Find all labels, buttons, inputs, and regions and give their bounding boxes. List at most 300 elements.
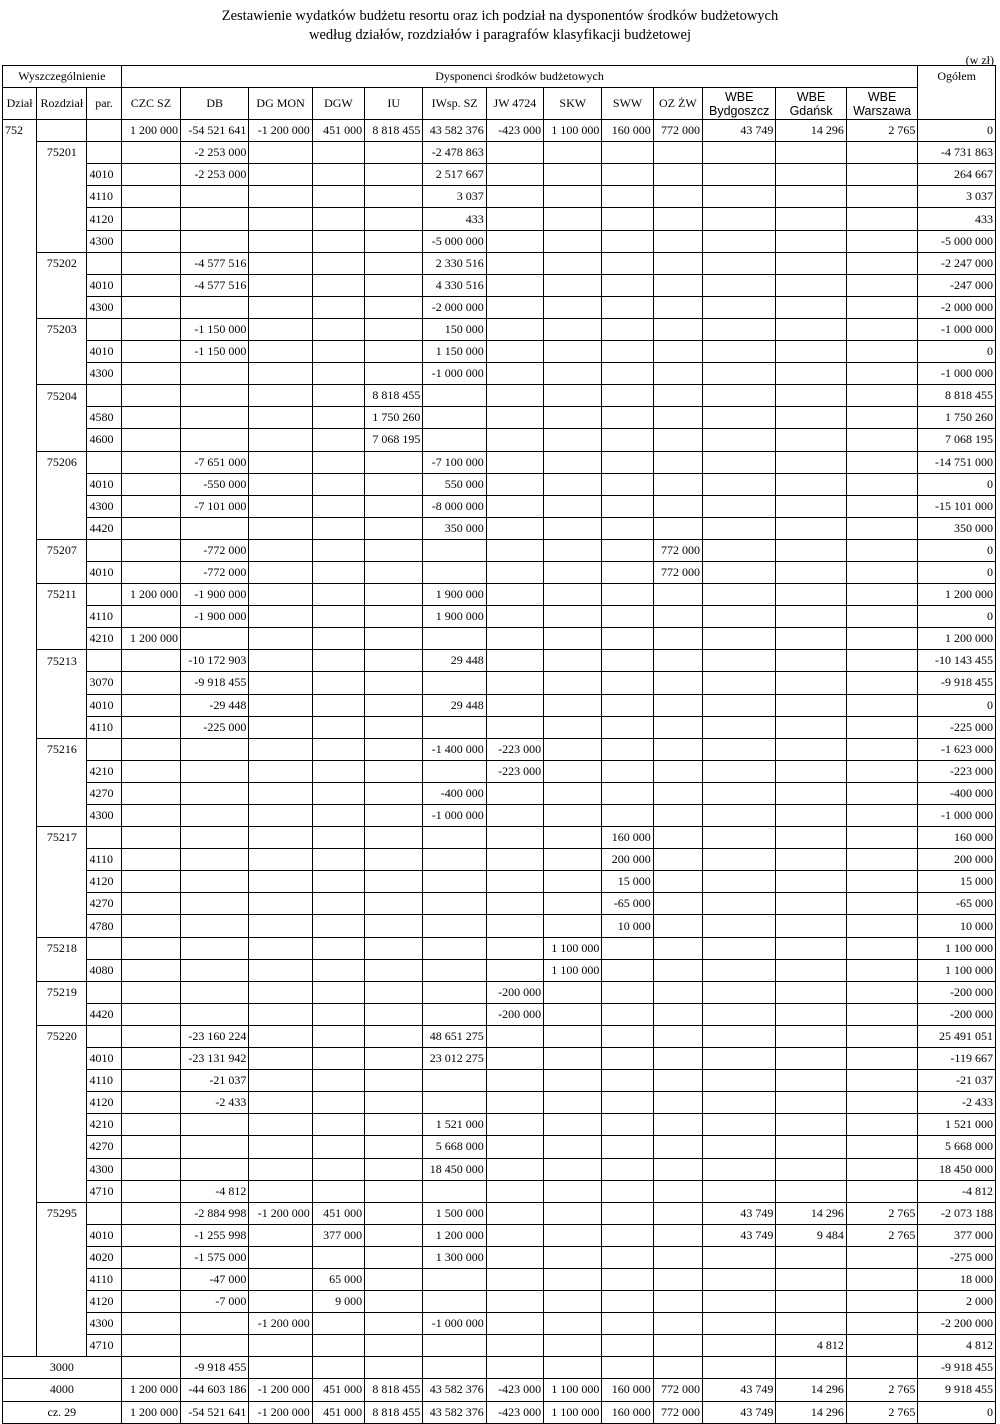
dzial-cell <box>3 1291 37 1313</box>
value-cell <box>249 606 312 628</box>
value-cell <box>653 341 702 363</box>
total-cell: -119 667 <box>918 1048 996 1070</box>
total-cell: 200 000 <box>918 849 996 871</box>
value-cell <box>121 1224 180 1246</box>
value-cell <box>423 1092 486 1114</box>
total-cell: -200 000 <box>918 1003 996 1025</box>
value-cell <box>602 539 653 561</box>
value-cell <box>249 473 312 495</box>
value-cell <box>249 1158 312 1180</box>
value-cell <box>365 1114 423 1136</box>
value-cell <box>846 517 918 539</box>
value-cell <box>312 1313 364 1335</box>
table-row <box>3 1224 996 1246</box>
dzial-cell <box>3 650 37 672</box>
value-cell <box>846 252 918 274</box>
rozdzial-cell: 75213 <box>37 650 87 672</box>
value-cell <box>249 827 312 849</box>
par-cell: 4010 <box>87 1048 121 1070</box>
value-cell <box>365 1158 423 1180</box>
dzial-cell <box>3 738 37 760</box>
value-cell <box>312 849 364 871</box>
total-cell: 0 <box>918 473 996 495</box>
value-cell <box>653 1003 702 1025</box>
value-cell <box>121 208 180 230</box>
dzial-cell <box>3 252 37 274</box>
value-cell <box>365 1291 423 1313</box>
value-cell <box>703 164 776 186</box>
value-cell <box>312 1136 364 1158</box>
value-cell: 2 330 516 <box>423 252 486 274</box>
dzial-cell <box>3 230 37 252</box>
par-cell <box>87 827 121 849</box>
par-cell <box>87 650 121 672</box>
value-cell <box>653 186 702 208</box>
value-cell <box>312 407 364 429</box>
rozdzial-cell <box>37 694 87 716</box>
value-cell <box>776 208 846 230</box>
value-cell <box>544 584 602 606</box>
value-cell <box>423 561 486 583</box>
value-cell <box>249 1180 312 1202</box>
value-cell <box>181 937 249 959</box>
value-cell <box>776 1003 846 1025</box>
value-cell <box>365 208 423 230</box>
value-cell <box>121 915 180 937</box>
value-cell <box>249 937 312 959</box>
value-cell <box>544 561 602 583</box>
value-cell <box>653 849 702 871</box>
value-cell <box>365 760 423 782</box>
value-cell: 1 200 000 <box>121 584 180 606</box>
value-cell <box>365 782 423 804</box>
value-cell <box>249 1246 312 1268</box>
value-cell <box>846 893 918 915</box>
table-row <box>3 959 996 981</box>
value-cell <box>423 1003 486 1025</box>
total-cell: -15 101 000 <box>918 495 996 517</box>
value-cell <box>365 142 423 164</box>
value-cell <box>544 1268 602 1290</box>
summary-value-cell: 8 818 455 <box>365 1379 423 1401</box>
value-cell <box>121 164 180 186</box>
value-cell <box>653 893 702 915</box>
value-cell <box>486 385 543 407</box>
value-cell <box>423 1291 486 1313</box>
value-cell <box>249 142 312 164</box>
par-cell: 4110 <box>87 1070 121 1092</box>
value-cell <box>121 827 180 849</box>
value-cell <box>653 1092 702 1114</box>
value-cell <box>365 517 423 539</box>
value-cell <box>121 186 180 208</box>
value-cell: 1 200 000 <box>121 120 180 142</box>
dzial-cell <box>3 1003 37 1025</box>
value-cell <box>602 981 653 1003</box>
value-cell <box>776 915 846 937</box>
value-cell <box>703 539 776 561</box>
value-cell <box>544 760 602 782</box>
value-cell <box>703 849 776 871</box>
value-cell <box>602 208 653 230</box>
value-cell <box>602 1313 653 1335</box>
value-cell <box>249 981 312 1003</box>
par-cell <box>87 738 121 760</box>
rozdzial-cell <box>37 1003 87 1025</box>
value-cell <box>249 1025 312 1047</box>
value-cell <box>181 871 249 893</box>
value-cell <box>602 782 653 804</box>
total-cell: 0 <box>918 120 996 142</box>
value-cell <box>776 981 846 1003</box>
value-cell <box>121 1136 180 1158</box>
value-cell: -1 575 000 <box>181 1246 249 1268</box>
par-cell <box>87 1025 121 1047</box>
rozdzial-cell <box>37 672 87 694</box>
total-cell: 0 <box>918 606 996 628</box>
value-cell: 15 000 <box>602 871 653 893</box>
value-cell <box>602 1070 653 1092</box>
value-cell <box>703 429 776 451</box>
value-cell <box>653 142 702 164</box>
value-cell: 1 521 000 <box>423 1114 486 1136</box>
value-cell: -1 150 000 <box>181 341 249 363</box>
value-cell: 1 200 000 <box>121 628 180 650</box>
value-cell <box>653 628 702 650</box>
summary-value-cell: 2 765 <box>846 1379 918 1401</box>
summary-value-cell: -9 918 455 <box>181 1357 249 1379</box>
rozdzial-cell: 75211 <box>37 584 87 606</box>
value-cell <box>703 782 776 804</box>
value-cell: 3 037 <box>423 186 486 208</box>
summary-value-cell: 160 000 <box>602 1379 653 1401</box>
value-cell <box>776 363 846 385</box>
value-cell <box>249 495 312 517</box>
value-cell: 10 000 <box>602 915 653 937</box>
table-row <box>3 827 996 849</box>
par-cell: 4300 <box>87 1158 121 1180</box>
value-cell <box>846 827 918 849</box>
value-cell: -1 000 000 <box>423 363 486 385</box>
value-cell <box>776 738 846 760</box>
value-cell <box>312 694 364 716</box>
value-cell <box>703 385 776 407</box>
dzial-cell <box>3 827 37 849</box>
summary-row <box>3 1357 996 1379</box>
dzial-cell <box>3 318 37 340</box>
value-cell: 772 000 <box>653 539 702 561</box>
total-cell: 377 000 <box>918 1224 996 1246</box>
value-cell <box>312 628 364 650</box>
summary-value-cell: -423 000 <box>486 1401 543 1423</box>
value-cell <box>181 981 249 1003</box>
total-cell: -10 143 455 <box>918 650 996 672</box>
value-cell <box>602 451 653 473</box>
value-cell <box>602 716 653 738</box>
value-cell <box>121 805 180 827</box>
table-row <box>3 606 996 628</box>
value-cell <box>846 1268 918 1290</box>
value-cell: 1 750 260 <box>365 407 423 429</box>
value-cell <box>776 1048 846 1070</box>
value-cell <box>544 1158 602 1180</box>
table-row <box>3 871 996 893</box>
value-cell <box>544 363 602 385</box>
total-cell: -275 000 <box>918 1246 996 1268</box>
par-cell <box>87 937 121 959</box>
total-cell: -4 812 <box>918 1180 996 1202</box>
table-row <box>3 650 996 672</box>
value-cell: -5 000 000 <box>423 230 486 252</box>
value-cell <box>703 827 776 849</box>
value-cell <box>249 1335 312 1357</box>
table-row <box>3 208 996 230</box>
value-cell <box>653 230 702 252</box>
value-cell <box>602 318 653 340</box>
total-cell: 1 200 000 <box>918 628 996 650</box>
par-cell: 4080 <box>87 959 121 981</box>
table-row <box>3 1313 996 1335</box>
value-cell <box>423 429 486 451</box>
value-cell <box>365 893 423 915</box>
value-cell <box>312 274 364 296</box>
table-row <box>3 1158 996 1180</box>
value-cell <box>703 1246 776 1268</box>
value-cell: -4 577 516 <box>181 252 249 274</box>
total-cell: 7 068 195 <box>918 429 996 451</box>
value-cell <box>776 805 846 827</box>
value-cell <box>423 1335 486 1357</box>
value-cell <box>312 893 364 915</box>
value-cell: -225 000 <box>181 716 249 738</box>
value-cell: 150 000 <box>423 318 486 340</box>
header-iu: IU <box>365 88 423 120</box>
value-cell <box>121 495 180 517</box>
value-cell <box>365 650 423 672</box>
value-cell <box>249 959 312 981</box>
value-cell <box>544 1246 602 1268</box>
value-cell <box>653 1025 702 1047</box>
rozdzial-cell <box>37 606 87 628</box>
value-cell <box>846 694 918 716</box>
value-cell <box>846 782 918 804</box>
value-cell <box>602 1335 653 1357</box>
total-cell: -247 000 <box>918 274 996 296</box>
value-cell <box>486 473 543 495</box>
value-cell <box>486 782 543 804</box>
value-cell <box>544 1180 602 1202</box>
par-cell: 4210 <box>87 760 121 782</box>
value-cell: 377 000 <box>312 1224 364 1246</box>
value-cell: -54 521 641 <box>181 120 249 142</box>
par-cell: 4110 <box>87 849 121 871</box>
value-cell: 1 100 000 <box>544 120 602 142</box>
value-cell <box>602 1092 653 1114</box>
header-wbe-gdansk: WBE Gdańsk <box>776 88 846 120</box>
dzial-cell <box>3 561 37 583</box>
value-cell <box>776 1114 846 1136</box>
total-cell: 1 200 000 <box>918 584 996 606</box>
value-cell: -1 200 000 <box>249 1202 312 1224</box>
value-cell: 5 668 000 <box>423 1136 486 1158</box>
dzial-cell <box>3 1048 37 1070</box>
value-cell <box>776 318 846 340</box>
table-row <box>3 186 996 208</box>
par-cell: 4300 <box>87 495 121 517</box>
value-cell <box>846 672 918 694</box>
value-cell <box>423 893 486 915</box>
value-cell <box>365 1224 423 1246</box>
rozdzial-cell <box>37 495 87 517</box>
value-cell <box>121 385 180 407</box>
par-cell: 4020 <box>87 1246 121 1268</box>
value-cell <box>249 1092 312 1114</box>
value-cell <box>365 805 423 827</box>
value-cell <box>249 318 312 340</box>
value-cell <box>121 716 180 738</box>
dzial-cell <box>3 1114 37 1136</box>
value-cell <box>312 164 364 186</box>
value-cell: -10 172 903 <box>181 650 249 672</box>
value-cell <box>312 186 364 208</box>
value-cell: 9 484 <box>776 1224 846 1246</box>
total-cell: -1 000 000 <box>918 363 996 385</box>
value-cell <box>486 517 543 539</box>
value-cell <box>846 561 918 583</box>
value-cell <box>249 871 312 893</box>
value-cell <box>602 561 653 583</box>
value-cell: 160 000 <box>602 827 653 849</box>
summary-value-cell <box>249 1357 312 1379</box>
value-cell <box>653 363 702 385</box>
value-cell <box>249 1114 312 1136</box>
rozdzial-cell <box>37 871 87 893</box>
dzial-cell <box>3 782 37 804</box>
value-cell <box>312 716 364 738</box>
value-cell <box>312 1092 364 1114</box>
value-cell <box>544 186 602 208</box>
summary-value-cell: 2 765 <box>846 1401 918 1423</box>
table-row <box>3 473 996 495</box>
header-wbe-warszawa: WBE Warszawa <box>846 88 918 120</box>
value-cell: -29 448 <box>181 694 249 716</box>
total-cell: 433 <box>918 208 996 230</box>
value-cell: 29 448 <box>423 650 486 672</box>
value-cell <box>486 208 543 230</box>
value-cell <box>312 1246 364 1268</box>
value-cell <box>249 208 312 230</box>
value-cell <box>544 451 602 473</box>
value-cell <box>423 1180 486 1202</box>
rozdzial-cell <box>37 561 87 583</box>
value-cell <box>121 871 180 893</box>
value-cell <box>181 827 249 849</box>
value-cell <box>312 915 364 937</box>
value-cell <box>121 1025 180 1047</box>
value-cell <box>703 1136 776 1158</box>
value-cell <box>486 142 543 164</box>
dzial-cell <box>3 849 37 871</box>
budget-table <box>2 65 996 1424</box>
rozdzial-cell <box>37 716 87 738</box>
value-cell <box>365 1246 423 1268</box>
value-cell <box>776 1313 846 1335</box>
rozdzial-cell: 75202 <box>37 252 87 274</box>
value-cell <box>365 1070 423 1092</box>
total-cell: 18 000 <box>918 1268 996 1290</box>
value-cell: 1 150 000 <box>423 341 486 363</box>
summary-row <box>3 1401 996 1423</box>
summary-value-cell <box>846 1357 918 1379</box>
value-cell <box>486 1158 543 1180</box>
table-row <box>3 672 996 694</box>
value-cell <box>846 539 918 561</box>
value-cell <box>846 805 918 827</box>
par-cell: 4010 <box>87 1224 121 1246</box>
value-cell <box>423 716 486 738</box>
header-oz-zw: OZ ŻW <box>653 88 702 120</box>
value-cell <box>121 694 180 716</box>
total-cell: 1 521 000 <box>918 1114 996 1136</box>
table-row <box>3 893 996 915</box>
value-cell <box>121 561 180 583</box>
value-cell <box>703 274 776 296</box>
dzial-cell <box>3 208 37 230</box>
total-cell: 18 450 000 <box>918 1158 996 1180</box>
summary-value-cell: 451 000 <box>312 1379 364 1401</box>
par-cell: 4110 <box>87 716 121 738</box>
value-cell <box>703 296 776 318</box>
dzial-cell <box>3 628 37 650</box>
value-cell <box>544 473 602 495</box>
value-cell <box>846 1313 918 1335</box>
total-cell: 8 818 455 <box>918 385 996 407</box>
value-cell <box>846 849 918 871</box>
value-cell <box>602 495 653 517</box>
par-cell: 4010 <box>87 473 121 495</box>
value-cell <box>312 959 364 981</box>
value-cell <box>544 495 602 517</box>
value-cell <box>486 451 543 473</box>
value-cell <box>544 893 602 915</box>
value-cell <box>312 782 364 804</box>
value-cell: -2 433 <box>181 1092 249 1114</box>
table-row <box>3 1246 996 1268</box>
rozdzial-cell <box>37 893 87 915</box>
dzial-cell <box>3 584 37 606</box>
table-row <box>3 1092 996 1114</box>
dzial-cell: 752 <box>3 120 37 142</box>
total-cell: 10 000 <box>918 915 996 937</box>
value-cell <box>544 385 602 407</box>
value-cell <box>423 407 486 429</box>
value-cell <box>121 1114 180 1136</box>
par-cell: 4300 <box>87 805 121 827</box>
value-cell <box>703 517 776 539</box>
dzial-cell <box>3 694 37 716</box>
value-cell <box>423 871 486 893</box>
value-cell <box>486 429 543 451</box>
total-cell: 350 000 <box>918 517 996 539</box>
value-cell <box>181 296 249 318</box>
par-cell: 4120 <box>87 1291 121 1313</box>
value-cell <box>653 1114 702 1136</box>
value-cell <box>846 1114 918 1136</box>
value-cell <box>365 1202 423 1224</box>
value-cell <box>703 584 776 606</box>
value-cell <box>846 871 918 893</box>
value-cell <box>121 650 180 672</box>
